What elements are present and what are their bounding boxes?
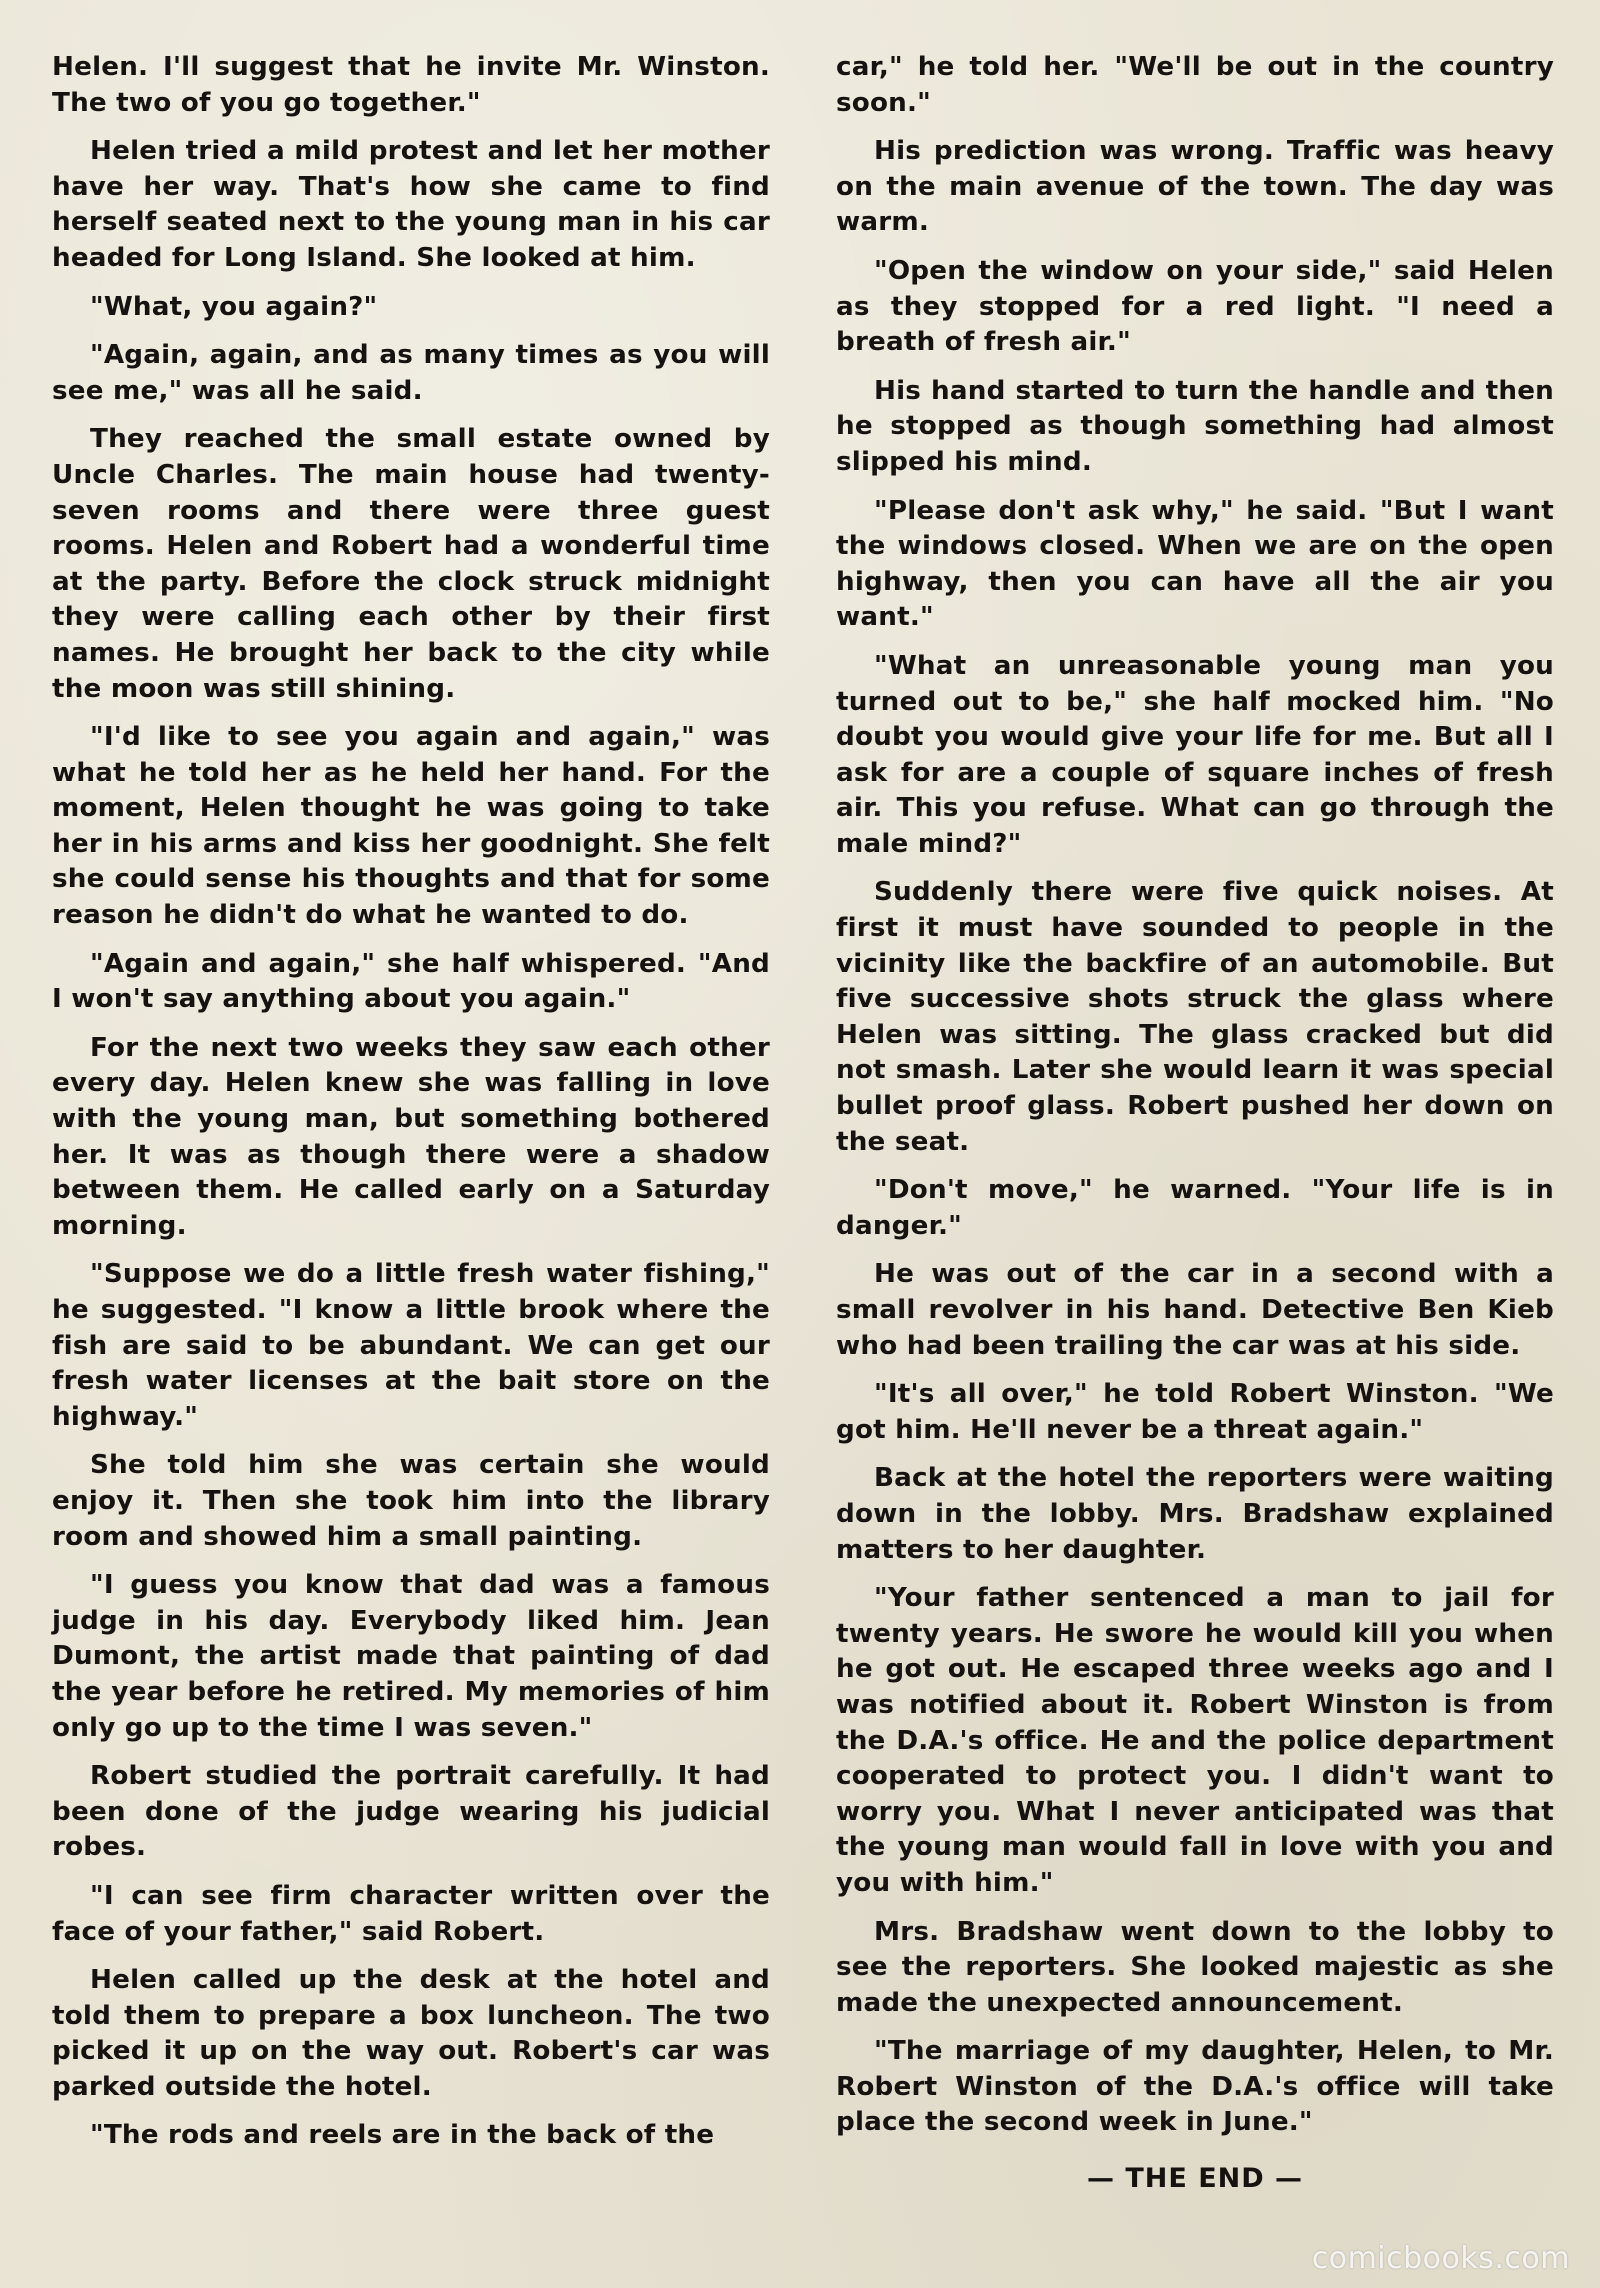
story-paragraph: "What, you again?" xyxy=(90,291,378,322)
story-paragraph: He was out of the car in a second with a small revolver in his hand. Detective Ben Kieb who had been trailing the car was at his side. xyxy=(836,1259,1554,1361)
story-paragraph: Suddenly there were five quick noises. At first it must have sounded to people in the vicinity like the backfire of an automobile. But five successive shots struck the glass where Helen was sitting. The glass cracked but did not smash. Later she would learn it was special bullet proof glass. Robert pushed her down on the seat. xyxy=(836,877,1554,1157)
story-paragraph: "Open the window on your side," said Helen as they stopped for a red light. "I need a breath of fresh air." xyxy=(836,255,1554,358)
story-paragraph: car," he told her. "We'll be out in the country soon." xyxy=(836,52,1554,118)
story-paragraph: For the next two weeks they saw each other every day. Helen knew she was falling in love with the young man, but something bothered her. It was as though there were a shadow between them. He called early on a Saturday morning. xyxy=(52,1032,770,1241)
story-paragraph: Helen called up the desk at the hotel and told them to prepare a box luncheon. The two picked it up on the way out. Robert's car was parked outside the hotel. xyxy=(52,1965,770,2102)
story-paragraph: "The rods and reels are in the back of the xyxy=(90,2120,715,2151)
right-text-column xyxy=(836,50,1554,2194)
story-paragraph: Helen tried a mild protest and let her mother have her way. That's how she came to find herself seated next to the young man in his car headed for Long Island. She looked at him. xyxy=(52,136,770,273)
story-paragraph: They reached the small estate owned by Uncle Charles. The main house had twenty-seven rooms and there were three guest rooms. Helen and Robert had a wonderful time at the party. Before the clock struck midnight they were calling each other by their first names. He brought her back to the city while the moon was still shining. xyxy=(52,424,770,704)
story-paragraph: "The marriage of my daughter, Helen, to Mr. Robert Winston of the D.A.'s office will take place the second week in June." xyxy=(836,2036,1554,2138)
story-paragraph: His prediction was wrong. Traffic was heavy on the main avenue of the town. The day was warm. xyxy=(836,136,1554,238)
story-paragraph: "It's all over," he told Robert Winston. "We got him. He'll never be a threat again." xyxy=(836,1379,1554,1445)
story-paragraph: "What an unreasonable young man you turned out to be," she half mocked him. "No doubt you would give your life for me. But all I ask for are a couple of square inches of fresh air. This you refuse. What can go through the male mind?" xyxy=(836,650,1554,859)
story-paragraph: Back at the hotel the reporters were waiting down in the lobby. Mrs. Bradshaw explained matters to her daughter. xyxy=(836,1463,1554,1565)
story-paragraph: His hand started to turn the handle and then he stopped as though something had almost slipped his mind. xyxy=(836,375,1554,477)
left-text-column xyxy=(52,50,770,2167)
story-paragraph: "Suppose we do a little fresh water fishing," he suggested. "I know a little brook where the fish are said to be abundant. We can get our fresh water licenses at the bait store on the highway." xyxy=(52,1259,770,1432)
story-paragraph: "Again, again, and as many times as you will see me," was all he said. xyxy=(52,340,770,406)
story-paragraph: "Please don't ask why," he said. "But I want the windows closed. When we are on the open highway, then you can have all the air you want." xyxy=(836,495,1554,633)
story-paragraph: "Don't move," he warned. "Your life is in danger." xyxy=(836,1175,1554,1241)
site-watermark: comicbooks.com xyxy=(1311,2241,1570,2276)
story-paragraph: "I can see firm character written over the face of your father," said Robert. xyxy=(52,1880,770,1947)
story-paragraph: "I'd like to see you again and again," was what he told her as he held her hand. For the moment, Helen thought he was going to take her in his arms and kiss her goodnight. She felt she could sense his thoughts and that for some reason he didn't do what he wanted to do. xyxy=(52,722,770,931)
story-paragraph: Robert studied the portrait carefully. It had been done of the judge wearing his judicial robes. xyxy=(52,1761,770,1863)
story-paragraph: "I guess you know that dad was a famous judge in his day. Everybody liked him. Jean Dumont, the artist made that painting of dad the year before he retired. My memories of him only go up to the time I was seven." xyxy=(52,1570,770,1743)
story-paragraph: She told him she was certain she would enjoy it. Then she took him into the library room and showed him a small painting. xyxy=(52,1450,770,1552)
story-paragraph: Mrs. Bradshaw went down to the lobby to see the reporters. She looked majestic as she made the unexpected announcement. xyxy=(836,1916,1554,2018)
the-end-marker: — THE END — xyxy=(1086,2163,1304,2195)
story-paragraph: "Your father sentenced a man to jail for twenty years. He swore he would kill you when he got out. He escaped three weeks ago and I was notified about it. Robert Winston is from the D.A.'s office. He and the police department cooperated to protect you. I didn't want to worry you. What I never anticipated was that the young man would fall in love with you and you with him." xyxy=(836,1583,1554,1898)
story-paragraph: Helen. I'll suggest that he invite Mr. Winston. The two of you go together." xyxy=(52,52,770,118)
story-paragraph: "Again and again," she half whispered. "And I won't say anything about you again." xyxy=(52,948,770,1015)
